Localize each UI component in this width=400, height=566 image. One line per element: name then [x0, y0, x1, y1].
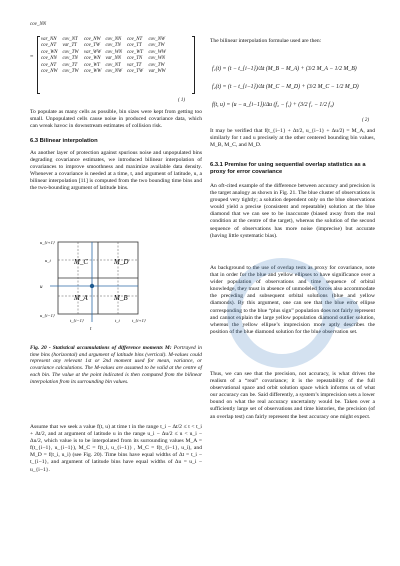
paragraph-bilinear-intro: As another layer of protection against spurious noise and unpopulated bins degrading covariance estimates, we introduced bilinear interpolation of covariances to improve smoothness and maximize available data density. Whenever a covariance is needed at a time, t, and argument of latitude, u, a bilinear interpolation [11] is computed from the two bounding time bins and the two-bounding argument of latitude bins. — [30, 150, 202, 192]
label-MC: M_C — [74, 258, 88, 266]
matrix-grid — [41, 37, 192, 75]
paragraph-precision-realism: Thus, we can see that the precision, not accuracy, is what drives the realism of a “real” covariance; it is the repeatability of the full observational space and orbit solution space which informs us of what our accuracy can be. Said differently, a system’s imprecision sets a lower bound on what the real accuracy uncertainty would be. Taken over a sufficiently large set of observations and time histories, the precision (of an overlap test) can fairly represent the best accuracy one might expect. — [210, 371, 375, 420]
matrix-cell: var_TT — [62, 43, 77, 49]
label-ti1: t_{i+1} — [132, 318, 146, 323]
interpolation-point — [90, 284, 94, 288]
watermark-logo — [222, 238, 372, 388]
matrix-cell: cov_TN — [105, 43, 121, 49]
formula-f1: f₁(t) = (t − t_{i−1})/Δt (M_B − M_A) + (3/2 M_A − 1/2 M_B) — [212, 66, 357, 72]
equation-number-2: ( 2) — [362, 118, 370, 123]
matrix-cell: cov_TW — [148, 43, 165, 49]
label-ti: t_i — [115, 318, 120, 323]
matrix-cell: cov_WN — [41, 49, 58, 55]
matrix-cell: cov_NT — [41, 43, 57, 49]
matrix-cell — [170, 69, 192, 75]
matrix-bracket-left — [37, 36, 40, 94]
matrix-cell: var_WW — [84, 49, 102, 55]
paragraph-assume-interpolation: Assume that we seek a value f(t, u) at time t in the range t_i − Δt/2 ≤ t < t_i + Δt/2, and at argument of latitude u in the range u_i − Δu/2 ≤ u < u_i − Δu/2, which value is to be interpolated from its surrounding values M_A = f(t_{i−1}, u_{i−1}), M_C = f(t_i, u_{i−1}) , M_C = f(t_{i−1}, u_i), and M_D = f(t_i, u_i) (see Fig. 20). Time bins have equal widths of Δt = t_i − t_{i−1}, and argument of latitude bins have equal widths of Δu = u_i − u_{i−1}. — [30, 424, 202, 473]
label-MA: M_A — [74, 294, 88, 302]
label-MB: M_B — [114, 294, 128, 302]
matrix-bracket-right — [192, 36, 195, 94]
equation-number-1: ( 1) — [178, 98, 186, 103]
matrix-cell: cov_NT — [127, 37, 143, 42]
label-uim1: u_{i−1} — [40, 313, 55, 318]
matrix-cell: var_TT — [127, 62, 142, 68]
matrix-cell: cov_NW — [41, 69, 58, 75]
matrix-cell: cov_NW — [148, 37, 166, 42]
label-ui1: u_{i+1} — [40, 240, 55, 245]
matrix-cell: cov_NN — [41, 56, 57, 62]
matrix-cell: cov_TT — [62, 62, 78, 68]
figure-20-caption — [30, 345, 202, 385]
matrix-cell: var_NN — [105, 56, 121, 62]
label-ui: u_i — [45, 258, 51, 263]
formula-f2: f₂(t) = (t − t_{i−1})/Δt (M_C − M_D) + (3/2 M_C − 1/2 M_D) — [212, 84, 359, 90]
matrix-cell: var_WW — [148, 69, 166, 75]
watermark-dot — [328, 297, 360, 329]
matrix-cell: cov_NW — [84, 37, 101, 42]
matrix-cell: cov_NW — [105, 69, 123, 75]
matrix-cell: cov_TT — [127, 43, 142, 49]
matrix-cell: cov_TW — [84, 43, 101, 49]
caption-title: Fig. 20 - Statistical accumulations of difference moments M: — [30, 345, 172, 351]
matrix-cell: cov_TN — [127, 56, 143, 62]
caption-body: Portrayed in time bins (horizontal) and argument of latitude bins (vertical). M-values could represent any relevant 1st or 2nd moment used for mean, variance, or covariance calculations. The M-values are assumed to be valid at the centre of each bin. The value at the point indicated is then computed from the bilinear interpolation from its surrounding bin values. — [30, 345, 202, 385]
matrix-lhs: cov_NN — [30, 22, 47, 27]
heading-bilinear-interpolation: 6.3 Bilinear interpolation — [30, 138, 98, 144]
label-tim1: t_{i−1} — [70, 318, 84, 323]
matrix-cell: cov_TN — [62, 56, 78, 62]
matrix-cell: cov_NN — [105, 37, 122, 42]
paragraph-accuracy-precision: An oft-cited example of the difference between accuracy and precision is the target analogy as shown in Fig. 21. The blue cluster of observations is grouped very tightly; a solution dependent only on the blue observations would yield a precise (consistent and repeatable) solution at the blue diamond that we can see to be inaccurate (biased away from the real condition at the centre of the target), whereas the solution of the second sequence of observations has more noise (imprecise) but accurate (having little systematic bias). — [210, 183, 375, 239]
paragraph-verification: It may be verified that f(t_{i−1} + Δt/2, u_{i−1} + Δu/2) = M_A, and similarly for t and u precisely at the other centered bounding bin values, M_B, M_C, and M_D. — [210, 128, 375, 149]
paragraph-formulae-intro: The bilinear interpolation formulae used are then: — [210, 38, 322, 44]
matrix-cell: cov_TW — [62, 49, 79, 55]
matrix-cell: cov_WT — [84, 62, 101, 68]
matrix-cell: cov_TW — [148, 62, 165, 68]
matrix-equals: = — [30, 54, 34, 60]
interpolation-formulae — [210, 62, 375, 132]
matrix-cell: cov_NT — [41, 62, 57, 68]
matrix-cell: cov_TW — [62, 69, 79, 75]
matrix-cell: cov_TW — [127, 69, 144, 75]
label-t: t — [90, 327, 92, 332]
formula-f3: f(t, u) = (u − u_{i−1})/Δu (f₂ − f₁) + (3/2 f₁ − 1/2 f₂) — [212, 102, 334, 108]
matrix-cell: cov_WT — [127, 49, 144, 55]
label-u: u — [40, 285, 43, 290]
matrix-cell: cov_WW — [84, 69, 102, 75]
matrix-cell: cov_NT — [62, 37, 78, 42]
label-MD: M_D — [114, 258, 129, 266]
watermark-ring — [234, 265, 330, 361]
paragraph-unpopulated-cells: To populate as many cells as possible, bin sizes were kept from getting too small. Unpopulated cells cause noise in produced covariance data, which can wreak havoc in downstream estimates of collision risk. — [30, 109, 202, 130]
matrix-cell: cov_WW — [148, 49, 166, 55]
paragraph-overlap-background: As background to the use of overlap tests as proxy for covariance, note that in order for the blue and yellow ellipses to have significance over a wider population of observations and time sequence of orbital knowledge, they must in absence of unmodeled forces also accommodate the preceding and subsequent orbital solutions (blue and yellow diamonds). By this argument, one can see that the blue error ellipse corresponding to the blue “plus sign” population does not fairly represent and cannot explain the large yellow population diamond outlier solution, whereas the yellow ellipse’s imprecision more aptly describes the position of the blue diamond solution for the blue observation set. — [210, 265, 375, 335]
matrix-cell: cov_WN — [84, 56, 101, 62]
covariance-matrix — [30, 22, 202, 106]
matrix-cell: cov_WN — [148, 56, 166, 62]
matrix-cell: cov_WN — [105, 49, 123, 55]
figure-20-bin-diagram — [30, 238, 180, 338]
heading-premise-sequential-overlap: 6.3.1 Premise for using sequential overlap statistics as a proxy for error covariance — [210, 162, 366, 175]
matrix-cell: cov_NT — [105, 62, 121, 68]
matrix-cell: var_NN — [41, 37, 57, 42]
